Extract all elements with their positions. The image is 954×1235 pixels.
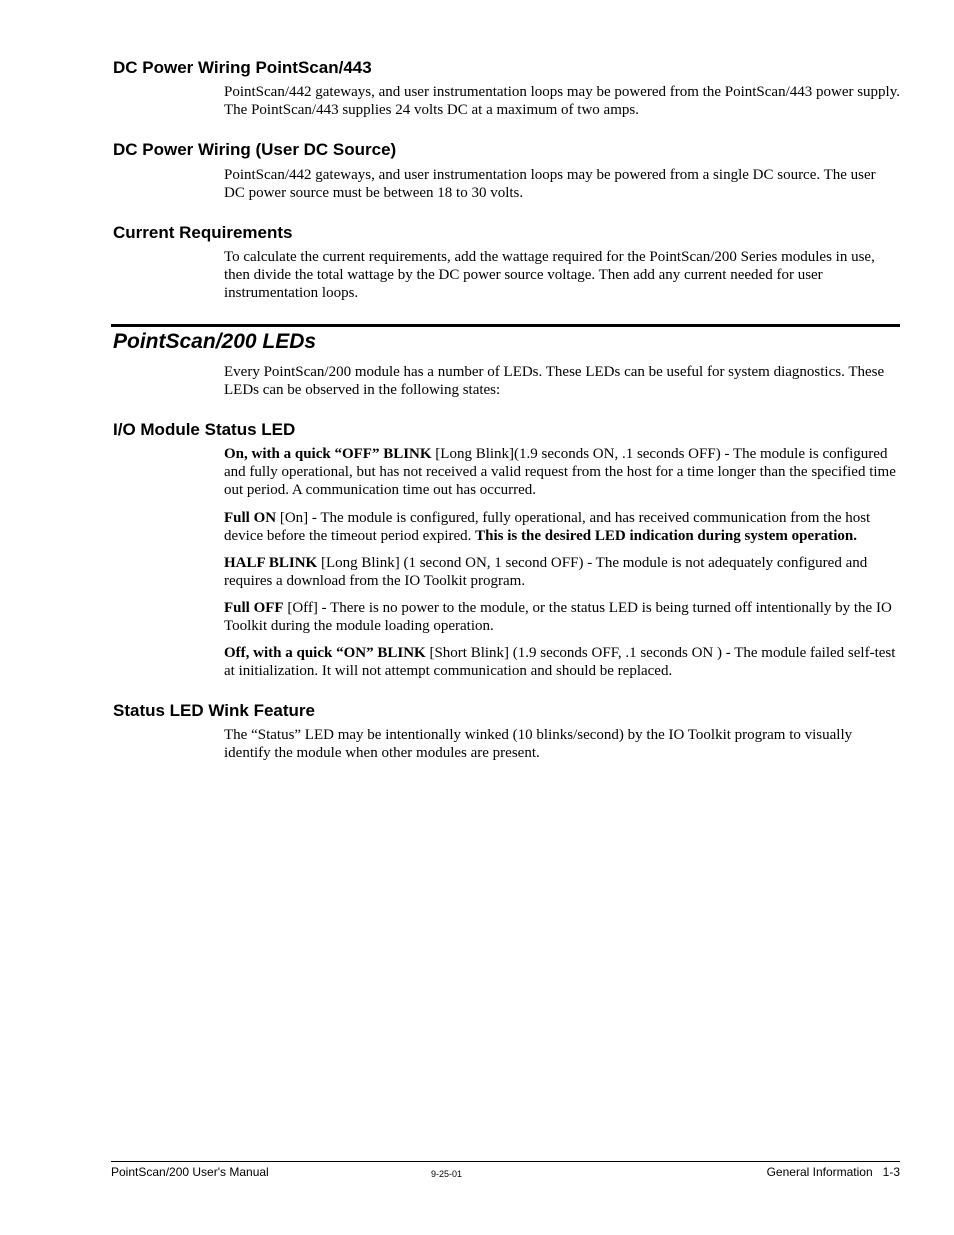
paragraph-current-requirements: To calculate the current requirements, add the wattage required for the PointScan/200 Series modules in use, then divide the total wattage by the DC power source voltage. Then add any current needed for user instrumentation loops. [224, 249, 875, 301]
led-state-label: Full ON [224, 510, 277, 526]
heading-io-status: I/O Module Status LED [113, 420, 296, 439]
heading-current-requirements: Current Requirements [113, 223, 293, 242]
footer-divider [111, 1161, 900, 1162]
led-state-item [224, 509, 900, 545]
led-state-item [224, 644, 900, 680]
led-state-item [224, 599, 900, 635]
heading-leds: PointScan/200 LEDs [113, 330, 317, 353]
page-footer [111, 1164, 900, 1180]
led-state-description: [Off] - There is no power to the module, or the status LED is being turned off intentionally by the IO Toolkit during the module loading operation. [224, 600, 892, 634]
heading-wink: Status LED Wink Feature [113, 701, 315, 720]
led-state-label: On, with a quick “OFF” BLINK [224, 446, 432, 462]
heading-dc-power-443: DC Power Wiring PointScan/443 [113, 58, 372, 77]
footer-date: 9-25-01 [431, 1169, 463, 1179]
paragraph-dc-power-443: PointScan/442 gateways, and user instrumentation loops may be powered from the PointScan/443 power supply. The PointScan/443 supplies 24 volts DC at a maximum of two amps. [224, 84, 900, 118]
led-state-description: [Long Blink](1.9 seconds ON, .1 seconds OFF) - The module is configured and fully operational, but has not received a valid request from the host for a time longer than the specified time out period. A communication time out has occurred. [224, 446, 896, 498]
paragraph-wink: The “Status” LED may be intentionally winked (10 blinks/second) by the IO Toolkit program to visually identify the module when other modules are present. [224, 727, 853, 761]
footer-page-number: General Information 1-3 [766, 1165, 900, 1179]
led-state-description: [Short Blink] (1.9 seconds OFF, .1 seconds ON ) - The module failed self-test at initialization. It will not attempt communication and should be replaced. [224, 645, 896, 679]
paragraph-leds: Every PointScan/200 module has a number of LEDs. These LEDs can be useful for system diagnostics. These LEDs can be observed in the following states: [224, 364, 885, 398]
led-state-description: [On] - The module is configured, fully operational, and has received communication from the host device before the timeout period expired. [224, 510, 871, 544]
footer-manual-title: PointScan/200 User's Manual [111, 1165, 269, 1179]
led-state-description: [Long Blink] (1 second ON, 1 second OFF) - The module is not adequately configured and requires a download from the IO Toolkit program. [224, 555, 868, 589]
led-state-label: Full OFF [224, 600, 284, 616]
led-state-item [224, 554, 900, 590]
led-state-label: Off, with a quick “ON” BLINK [224, 645, 426, 661]
led-state-emphasis: This is the desired LED indication during system operation. [475, 528, 858, 544]
section-divider [111, 324, 900, 327]
paragraph-dc-power-user: PointScan/442 gateways, and user instrumentation loops may be powered from a single DC source. The user DC power source must be between 18 to 30 volts. [224, 167, 876, 201]
heading-dc-power-user: DC Power Wiring (User DC Source) [113, 140, 397, 159]
led-state-item [224, 445, 900, 499]
led-state-label: HALF BLINK [224, 555, 318, 571]
